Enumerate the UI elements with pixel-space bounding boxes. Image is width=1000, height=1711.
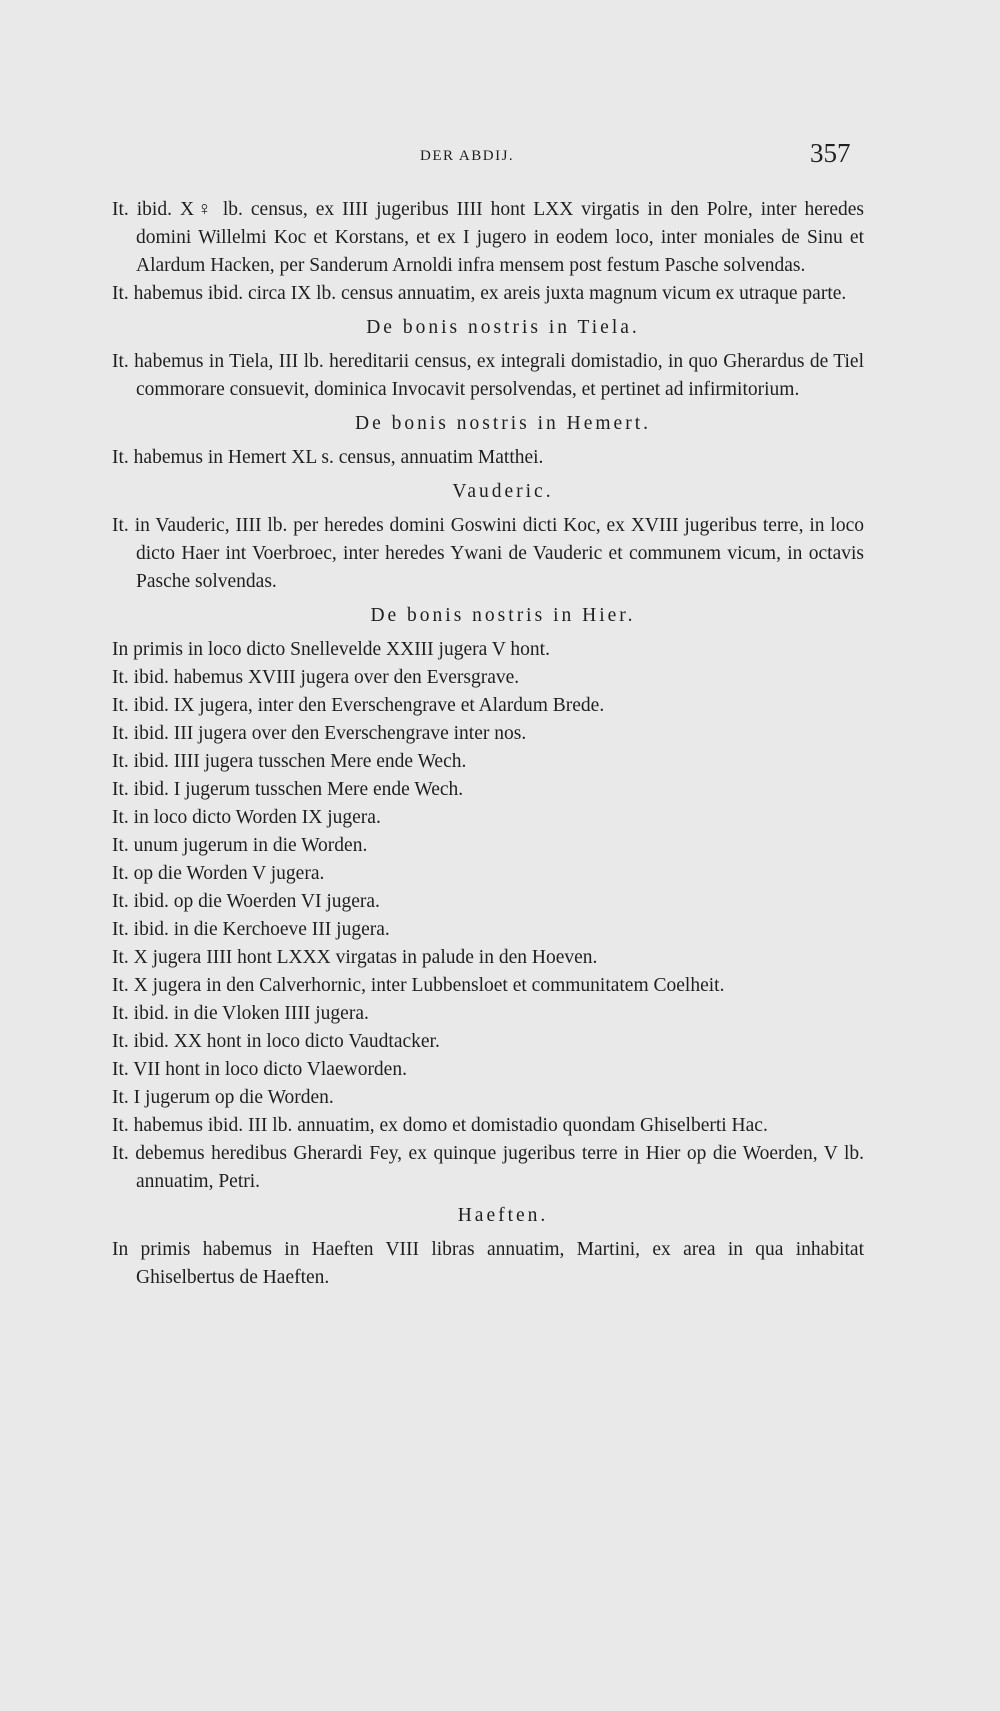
section-heading: Vauderic. <box>452 481 554 502</box>
entry-line: It. I jugerum op die Worden. <box>112 1087 334 1108</box>
entry-line: It. VII hont in loco dicto Vlaeworden. <box>112 1059 407 1080</box>
page-text <box>112 196 864 1292</box>
entry-line: It. op die Worden V jugera. <box>112 863 325 884</box>
entry-line: It. ibid. IIII jugera tusschen Mere ende Wech. <box>112 751 467 772</box>
section-heading: De bonis nostris in Hemert. <box>354 413 651 434</box>
entry-line: It. ibid. in die Kerchoeve III jugera. <box>112 919 390 940</box>
entry-line: It. ibid. habemus XVIII jugera over den Eversgrave. <box>112 667 520 688</box>
entry-line: It. ibid. III jugera over den Everschengrave inter nos. <box>112 723 527 744</box>
entry-line: It. X jugera in den Calverhornic, inter Lubbensloet et communitatem Coelheit. <box>112 975 725 996</box>
page-number: 357 <box>810 138 851 168</box>
entry-line: It. ibid. I jugerum tusschen Mere ende Wech. <box>112 779 464 800</box>
entry-line: It. ibid. in die Vloken IIII jugera. <box>112 1003 369 1024</box>
entry-line: It. ibid. XX hont in loco dicto Vaudtacker. <box>112 1031 440 1052</box>
section-heading: De bonis nostris in Tiela. <box>366 317 640 338</box>
entry-line: In primis in loco dicto Snellevelde XXIII jugera V hont. <box>112 639 550 660</box>
entry-paragraph: It. in Vauderic, IIII lb. per heredes domini Goswini dicti Koc, ex XVIII jugeribus terre, in loco dicto Haer int Voerbroec, inter heredes Ywani de Vauderic et communem vicum, in octavis Pasche solvendas. <box>112 515 864 592</box>
entry-line: It. ibid. IX jugera, inter den Everschengrave et Alardum Brede. <box>112 695 605 716</box>
entry-paragraph: It. debemus heredibus Gherardi Fey, ex quinque jugeribus terre in Hier op die Woerden, V lb. annuatim, Petri. <box>112 1143 864 1192</box>
entry-paragraph: In primis habemus in Haeften VIII libras annuatim, Martini, ex area in qua inhabitat Ghiselbertus de Haeften. <box>112 1239 864 1288</box>
entry-line: It. in loco dicto Worden IX jugera. <box>112 807 381 828</box>
entry-paragraph: It. habemus in Tiela, III lb. hereditarii census, ex integrali domistadio, in quo Gherardus de Tiel commorare consuevit, dominica Invocavit persolvendas, et pertinet ad infirmitorium. <box>112 351 864 400</box>
section-heading: Haeften. <box>457 1205 549 1226</box>
running-head <box>0 138 1000 172</box>
section-heading: De bonis nostris in Hier. <box>370 605 636 626</box>
entry-line: It. unum jugerum in die Worden. <box>112 835 368 856</box>
entry-line: It. ibid. op die Woerden VI jugera. <box>112 891 380 912</box>
entry-paragraph: It. habemus in Hemert XL s. census, annuatim Matthei. <box>112 447 544 468</box>
entry-paragraph: It. ibid. X♀ lb. census, ex IIII jugeribus IIII hont LXX virgatis in den Polre, inter heredes domini Willelmi Koc et Korstans, et ex I jugero in eodem loco, inter moniales de Sinu et Alardum Hacken, per Sanderum Arnoldi infra mensem post festum Pasche solvendas. <box>112 199 864 276</box>
running-title: DER ABDIJ. <box>420 148 515 164</box>
entry-paragraph: It. habemus ibid. III lb. annuatim, ex domo et domistadio quondam Ghiselberti Hac. <box>112 1115 768 1136</box>
entry-paragraph: It. habemus ibid. circa IX lb. census annuatim, ex areis juxta magnum vicum ex utraque parte. <box>112 283 847 304</box>
entry-line: It. X jugera IIII hont LXXX virgatas in palude in den Hoeven. <box>112 947 598 968</box>
